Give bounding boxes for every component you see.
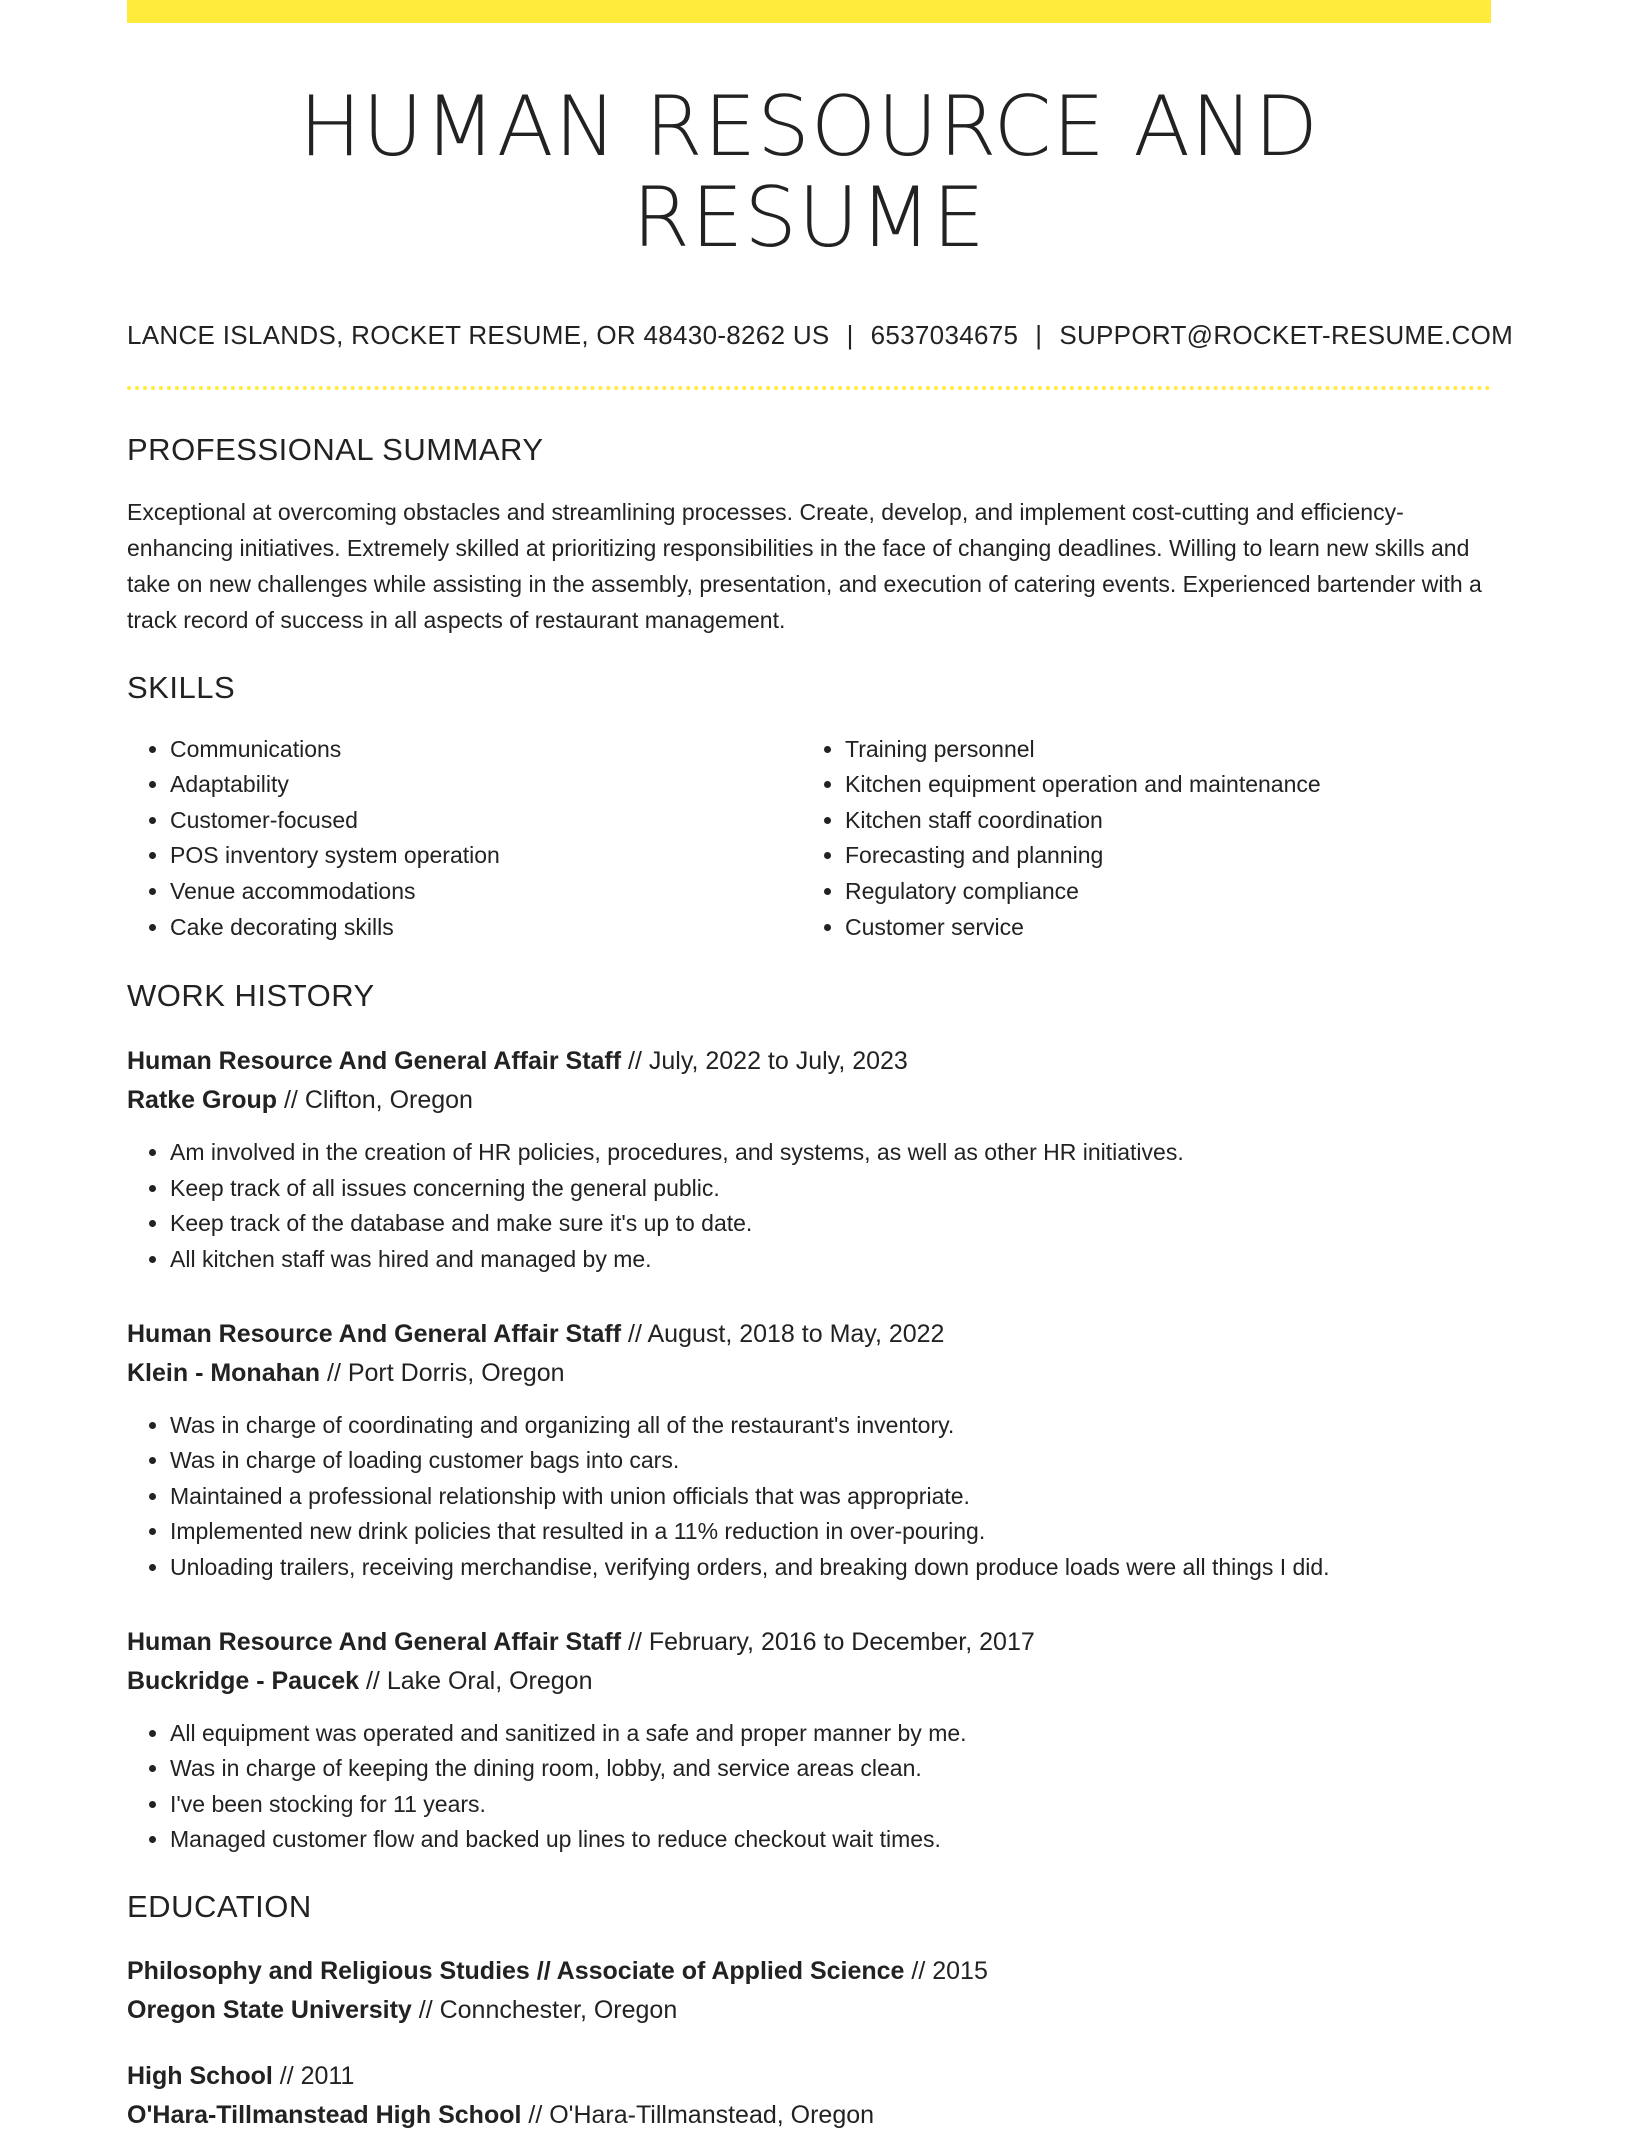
- education-degree: Philosophy and Religious Studies // Associate of Applied Science: [127, 1956, 905, 1985]
- skills-column-left: [127, 732, 800, 946]
- education-school-line: [127, 2096, 1491, 2135]
- summary-text: Exceptional at overcoming obstacles and streamlining processes. Create, develop, and implement cost-cutting and efficiency-enhancing initiatives. Extremely skilled at prioritizing responsibilities in the face of changing deadlines. Willing to learn new skills and take on new challenges while assisting in the assembly, presentation, and execution of catering events. Experienced bartender with a track record of success in all aspects of restaurant management.: [127, 498, 1482, 633]
- job-company-line: [127, 1662, 1491, 1701]
- skill-item: • Forecasting and planning: [845, 838, 1475, 874]
- job-bullet: • Unloading trailers, receiving merchandise, verifying orders, and breaking down produce loads were all things I did.: [170, 1550, 1491, 1586]
- contact-email: SUPPORT@ROCKET-RESUME.COM: [1059, 319, 1514, 350]
- education-school-line: [127, 1991, 1491, 2030]
- education-location: // Connchester, Oregon: [411, 1995, 678, 2024]
- job-role: Human Resource And General Affair Staff: [127, 1627, 622, 1656]
- job-bullet: • Implemented new drink policies that resulted in a 11% reduction in over-pouring.: [170, 1514, 1491, 1550]
- job-title-line: [127, 1042, 1491, 1081]
- section-title-education: EDUCATION: [127, 1888, 312, 1924]
- skill-item: • Communications: [170, 732, 800, 768]
- job-title-line: [127, 1315, 1491, 1354]
- skill-item: • POS inventory system operation: [170, 838, 800, 874]
- skill-item: • Venue accommodations: [170, 874, 800, 910]
- education-degree: High School: [127, 2061, 273, 2090]
- job-bullet: • Keep track of the database and make sure it's up to date.: [170, 1206, 1491, 1242]
- contact-separator: |: [1035, 319, 1043, 350]
- skills-column-right: [800, 732, 1475, 946]
- education-school: Oregon State University: [127, 1995, 412, 2024]
- skill-item: • Customer service: [845, 910, 1475, 946]
- job-bullet: • Was in charge of coordinating and organizing all of the restaurant's inventory.: [170, 1408, 1491, 1444]
- skill-item: • Cake decorating skills: [170, 910, 800, 946]
- job-bullets: [127, 1408, 1491, 1586]
- skill-item: • Training personnel: [845, 732, 1475, 768]
- job-bullet: • All equipment was operated and sanitized in a safe and proper manner by me.: [170, 1716, 1491, 1752]
- job-bullet: • Was in charge of loading customer bags into cars.: [170, 1443, 1491, 1479]
- job-location: // Lake Oral, Oregon: [359, 1666, 593, 1695]
- job-dates: // August, 2018 to May, 2022: [621, 1319, 945, 1348]
- job-bullet: • Managed customer flow and backed up lines to reduce checkout wait times.: [170, 1822, 1491, 1858]
- job-title-line: [127, 1623, 1491, 1662]
- job-dates: // February, 2016 to December, 2017: [621, 1627, 1035, 1656]
- skill-item: • Adaptability: [170, 767, 800, 803]
- job-entry: [127, 1623, 1491, 1858]
- job-company: Ratke Group: [127, 1086, 278, 1115]
- education-year: // 2015: [904, 1956, 988, 1985]
- education-location: // O'Hara-Tillmanstead, Oregon: [521, 2100, 875, 2129]
- job-bullets: [127, 1716, 1491, 1858]
- resume-name: HUMAN RESOURCE AND RESUME: [299, 78, 1319, 267]
- section-title-summary: PROFESSIONAL SUMMARY: [127, 431, 544, 467]
- contact-address: LANCE ISLANDS, ROCKET RESUME, OR 48430-8262 US: [127, 319, 830, 350]
- section-title-work-history: WORK HISTORY: [127, 978, 375, 1014]
- skill-item: • Regulatory compliance: [845, 874, 1475, 910]
- job-location: // Port Dorris, Oregon: [320, 1358, 565, 1387]
- resume-page: [127, 0, 1514, 2135]
- job-company-line: [127, 1081, 1491, 1120]
- education-year: // 2011: [272, 2061, 355, 2090]
- job-bullet: • Am involved in the creation of HR policies, procedures, and systems, as well as other HR initiatives.: [170, 1135, 1491, 1171]
- education-entry: [127, 1952, 1491, 2030]
- accent-bar: [127, 0, 1491, 23]
- contact-line: [127, 319, 1514, 351]
- job-bullet: • Maintained a professional relationship with union officials that was appropriate.: [170, 1479, 1491, 1515]
- job-entry: [127, 1042, 1491, 1277]
- education-entry: [127, 2057, 1491, 2135]
- job-role: Human Resource And General Affair Staff: [127, 1319, 622, 1348]
- section-title-skills: SKILLS: [127, 669, 236, 705]
- job-bullets: [127, 1135, 1491, 1277]
- education-degree-line: [127, 1952, 1491, 1991]
- job-dates: // July, 2022 to July, 2023: [621, 1047, 908, 1076]
- contact-phone: 6537034675: [870, 319, 1019, 350]
- job-location: // Clifton, Oregon: [277, 1086, 473, 1115]
- dotted-divider: [127, 386, 1491, 390]
- job-company: Klein - Monahan: [127, 1358, 321, 1387]
- job-bullet: • I've been stocking for 11 years.: [170, 1787, 1491, 1823]
- job-role: Human Resource And General Affair Staff: [127, 1047, 622, 1076]
- education-degree-line: [127, 2057, 1491, 2096]
- skill-item: • Kitchen staff coordination: [845, 803, 1475, 839]
- skills-list: [127, 732, 1491, 946]
- job-company: Buckridge - Paucek: [127, 1666, 360, 1695]
- job-company-line: [127, 1354, 1491, 1393]
- job-bullet: • All kitchen staff was hired and managed by me.: [170, 1242, 1491, 1278]
- job-bullet: • Was in charge of keeping the dining room, lobby, and service areas clean.: [170, 1751, 1491, 1787]
- job-entry: [127, 1315, 1491, 1586]
- skill-item: • Customer-focused: [170, 803, 800, 839]
- skill-item: • Kitchen equipment operation and maintenance: [845, 767, 1475, 803]
- contact-separator: |: [846, 319, 854, 350]
- job-bullet: • Keep track of all issues concerning the general public.: [170, 1171, 1491, 1207]
- education-school: O'Hara-Tillmanstead High School: [127, 2100, 522, 2129]
